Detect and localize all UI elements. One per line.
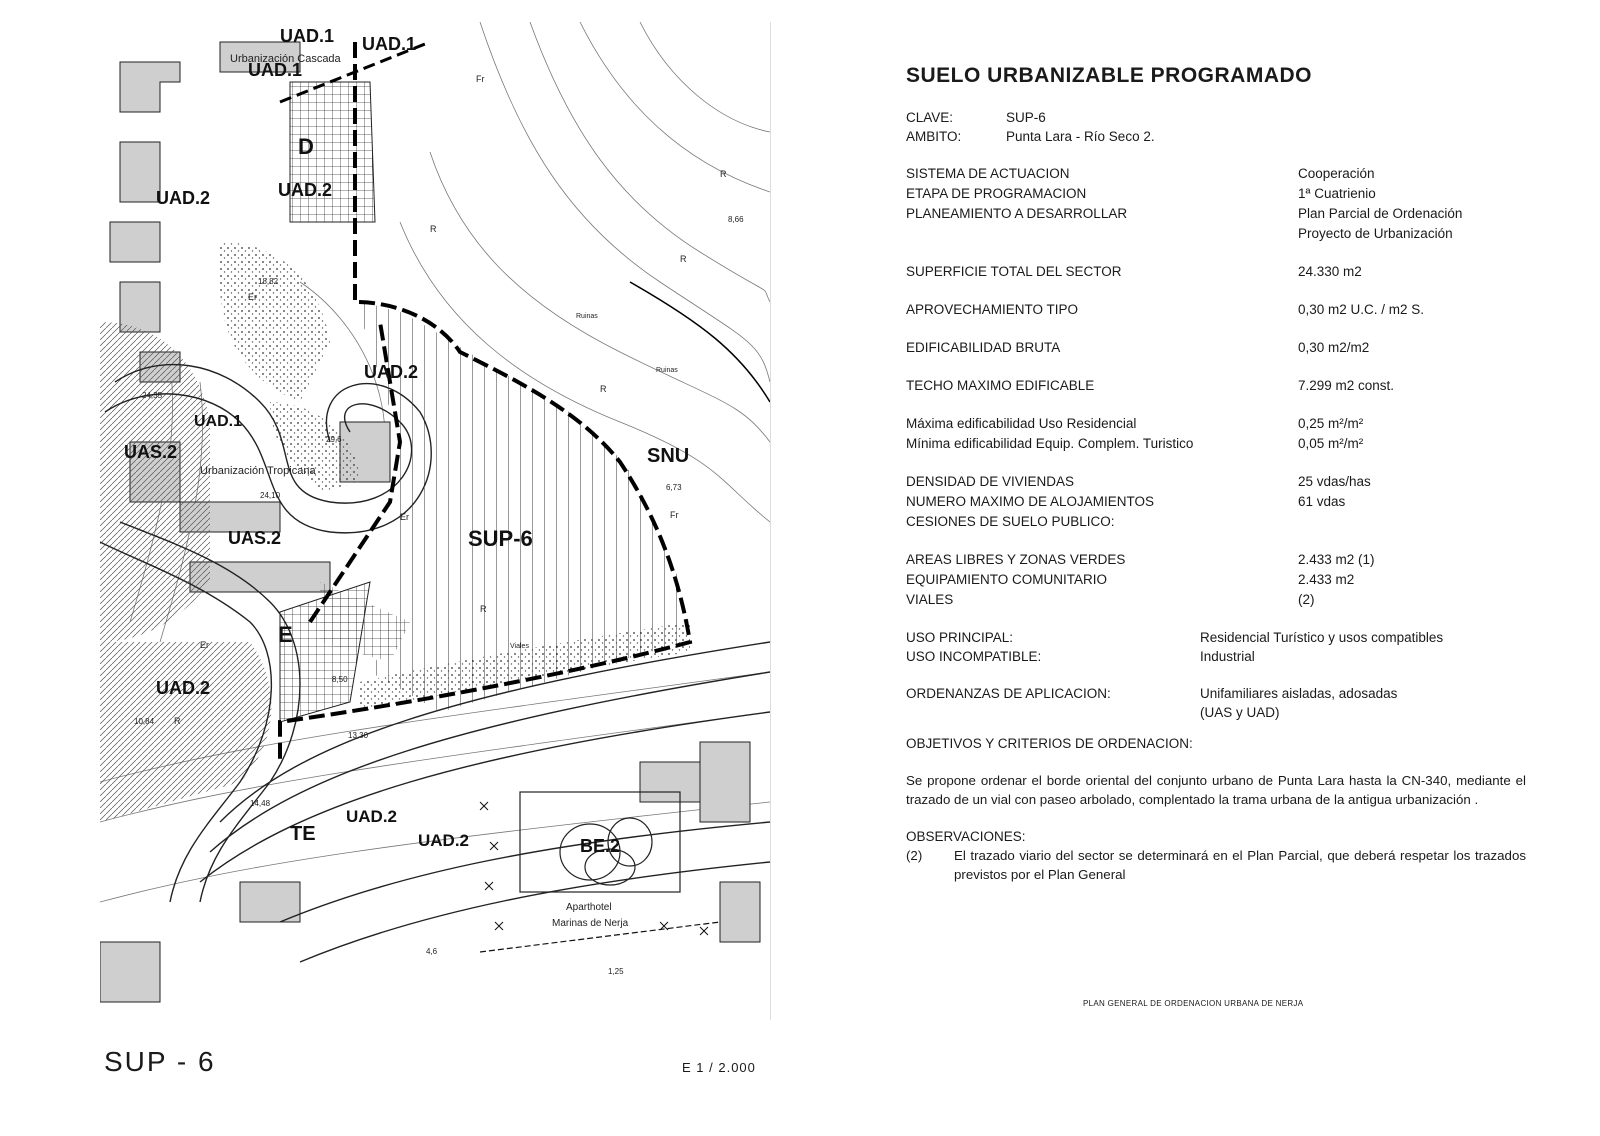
label-uad2-d: UAD.2	[156, 678, 211, 698]
aprovechamiento-label: APROVECHAMIENTO TIPO	[906, 302, 1079, 317]
label-er-3: Er	[200, 640, 209, 650]
label-d: D	[298, 134, 314, 159]
min-edif-row	[906, 434, 1526, 454]
aprovechamiento-value: 0,30 m2 U.C. / m2 S.	[1298, 302, 1425, 317]
label-n9: 13,30	[348, 731, 369, 740]
alojamientos-value: 61 vdas	[1298, 494, 1346, 509]
label-r-3: R	[430, 224, 437, 234]
equipamiento-value: 2.433 m2	[1298, 572, 1355, 587]
planeamiento-row	[906, 204, 1526, 244]
label-uad2-e: UAD.2	[346, 807, 398, 826]
clave-row	[906, 108, 1526, 127]
min-edif-label: Mínima edificabilidad Equip. Complem. Turistico	[906, 436, 1194, 451]
uso-incompatible-label: USO INCOMPATIBLE:	[906, 649, 1042, 664]
ambito-label: AMBITO:	[906, 129, 962, 144]
sistema-row	[906, 164, 1526, 184]
map-drawing	[100, 22, 770, 1020]
uso-principal-value: Residencial Turístico y usos compatibles	[1200, 630, 1444, 645]
etapa-value: 1ª Cuatrienio	[1298, 186, 1376, 201]
label-be: BE.2	[580, 836, 621, 856]
label-uad1-b: UAD.1	[362, 34, 417, 54]
etapa-row	[906, 184, 1526, 204]
label-marinas: Marinas de Nerja	[552, 918, 629, 929]
label-r-5: R	[480, 604, 487, 614]
label-ruinas-a: Ruinas	[576, 313, 598, 320]
viales-label: VIALES	[906, 592, 954, 607]
edificabilidad-row	[906, 338, 1526, 358]
ordenanzas-value-2: (UAS y UAD)	[1200, 705, 1280, 720]
label-fr-2: Fr	[670, 510, 679, 520]
aprovechamiento-row	[906, 300, 1526, 320]
min-edif-value: 0,05 m²/m²	[1298, 436, 1364, 451]
uso-incompatible-row	[906, 647, 1526, 666]
superficie-row	[906, 262, 1526, 282]
planeamiento-value-2: Proyecto de Urbanización	[1298, 226, 1453, 241]
label-er-2: Er	[400, 512, 409, 522]
sistema-label: SISTEMA DE ACTUACION	[906, 166, 1070, 181]
densidad-row	[906, 472, 1526, 492]
sector-sheet	[906, 64, 1526, 884]
uso-principal-label: USO PRINCIPAL:	[906, 630, 1014, 645]
ordenanzas-label: ORDENANZAS DE APLICACION:	[906, 686, 1111, 701]
label-uad1-a: UAD.1	[280, 26, 335, 46]
superficie-value: 24.330 m2	[1298, 264, 1362, 279]
label-n6: 6,73	[666, 483, 682, 492]
label-te: TE	[290, 823, 316, 845]
label-aparthotel: Aparthotel	[566, 902, 612, 913]
areas-libres-value: 2.433 m2 (1)	[1298, 552, 1375, 567]
viales-value: (2)	[1298, 592, 1315, 607]
clave-value: SUP-6	[1006, 110, 1046, 125]
planning-map	[100, 22, 771, 1020]
label-n10: 14,48	[250, 799, 271, 808]
densidad-value: 25 vdas/has	[1298, 474, 1371, 489]
label-n12: 4,6	[426, 947, 438, 956]
label-n4: 18,82	[258, 277, 279, 286]
equipamiento-label: EQUIPAMIENTO COMUNITARIO	[906, 572, 1108, 587]
techo-label: TECHO MAXIMO EDIFICABLE	[906, 378, 1095, 393]
observacion-item	[906, 846, 1526, 884]
densidad-label: DENSIDAD DE VIVIENDAS	[906, 474, 1075, 489]
label-urb-cascada: Urbanización Cascada	[230, 53, 341, 65]
label-n2: 29,6	[326, 435, 342, 444]
label-n1: 24,35	[142, 391, 163, 400]
areas-libres-row	[906, 550, 1526, 570]
objetivos-heading: OBJETIVOS Y CRITERIOS DE ORDENACION:	[906, 736, 1193, 751]
observacion-text: El trazado viario del sector se determinará en el Plan Parcial, que deberá respetar los trazados previstos por el Plan General	[954, 848, 1526, 882]
superficie-label: SUPERFICIE TOTAL DEL SECTOR	[906, 264, 1122, 279]
label-fr-1: Fr	[476, 74, 485, 84]
ambito-row	[906, 127, 1526, 146]
label-n7: 8,50	[332, 675, 348, 684]
label-r-6: R	[174, 716, 181, 726]
label-uad1-d: UAD.1	[194, 413, 243, 430]
max-edif-value: 0,25 m²/m²	[1298, 416, 1364, 431]
sheet-code: SUP - 6	[104, 1046, 216, 1077]
ordenanzas-row	[906, 684, 1526, 722]
edificabilidad-value: 0,30 m2/m2	[1298, 340, 1370, 355]
ordenanzas-value-1: Unifamiliares aisladas, adosadas	[1200, 686, 1398, 701]
cesiones-label: CESIONES DE SUELO PUBLICO:	[906, 514, 1115, 529]
clave-label: CLAVE:	[906, 110, 954, 125]
label-uad1-c: UAD.1	[248, 60, 303, 80]
cesiones-row	[906, 512, 1526, 532]
label-viales: Viales	[510, 643, 529, 650]
sheet-title: SUELO URBANIZABLE PROGRAMADO	[906, 64, 1312, 87]
sistema-value: Cooperación	[1298, 166, 1375, 181]
techo-row	[906, 376, 1526, 396]
label-uas2-a: UAS.2	[124, 442, 178, 462]
ambito-value: Punta Lara - Río Seco 2.	[1006, 129, 1155, 144]
label-er-1: Er	[248, 292, 257, 302]
techo-value: 7.299 m2 const.	[1298, 378, 1395, 393]
label-ruinas-b: Ruinas	[656, 367, 678, 374]
objetivos-text: Se propone ordenar el borde oriental del conjunto urbano de Punta Lara hasta la CN-340, mediante el trazado de un vial con paseo arbolado, complentado la trama urbana de la antigua urbanización .	[906, 773, 1526, 807]
map-scale: E 1 / 2.000	[682, 1060, 756, 1075]
equipamiento-row	[906, 570, 1526, 590]
areas-libres-label: AREAS LIBRES Y ZONAS VERDES	[906, 552, 1126, 567]
label-uad2-c: UAD.2	[364, 362, 419, 382]
document-footer: PLAN GENERAL DE ORDENACION URBANA DE NERJA	[1083, 999, 1304, 1008]
planeamiento-label: PLANEAMIENTO A DESARROLLAR	[906, 206, 1128, 221]
label-uad2-b: UAD.2	[278, 180, 333, 200]
alojamientos-row	[906, 492, 1526, 512]
label-n3: 24,10	[260, 491, 281, 500]
label-n11: 1,25	[608, 967, 624, 976]
label-r-2: R	[680, 254, 687, 264]
viales-row	[906, 590, 1526, 610]
label-uas2-b: UAS.2	[228, 528, 282, 548]
uso-incompatible-value: Industrial	[1200, 649, 1255, 664]
observaciones-heading: OBSERVACIONES:	[906, 829, 1026, 844]
etapa-label: ETAPA DE PROGRAMACION	[906, 186, 1087, 201]
max-edif-row	[906, 414, 1526, 434]
label-n8: 10,84	[134, 717, 155, 726]
label-e: E	[278, 622, 293, 647]
label-n5: 8,66	[728, 215, 744, 224]
edificabilidad-label: EDIFICABILIDAD BRUTA	[906, 340, 1061, 355]
uso-principal-row	[906, 628, 1526, 647]
label-urb-tropicana: Urbanización Tropicana	[200, 465, 316, 477]
label-snu: SNU	[647, 445, 690, 467]
planeamiento-value-1: Plan Parcial de Ordenación	[1298, 206, 1463, 221]
alojamientos-label: NUMERO MAXIMO DE ALOJAMIENTOS	[906, 494, 1155, 509]
label-uad2-f: UAD.2	[418, 831, 470, 850]
label-uad2-a: UAD.2	[156, 188, 211, 208]
max-edif-label: Máxima edificabilidad Uso Residencial	[906, 416, 1137, 431]
label-sup6: SUP-6	[468, 526, 533, 551]
label-r-4: R	[600, 384, 607, 394]
label-r-1: R	[720, 169, 727, 179]
observacion-number: (2)	[906, 848, 923, 863]
